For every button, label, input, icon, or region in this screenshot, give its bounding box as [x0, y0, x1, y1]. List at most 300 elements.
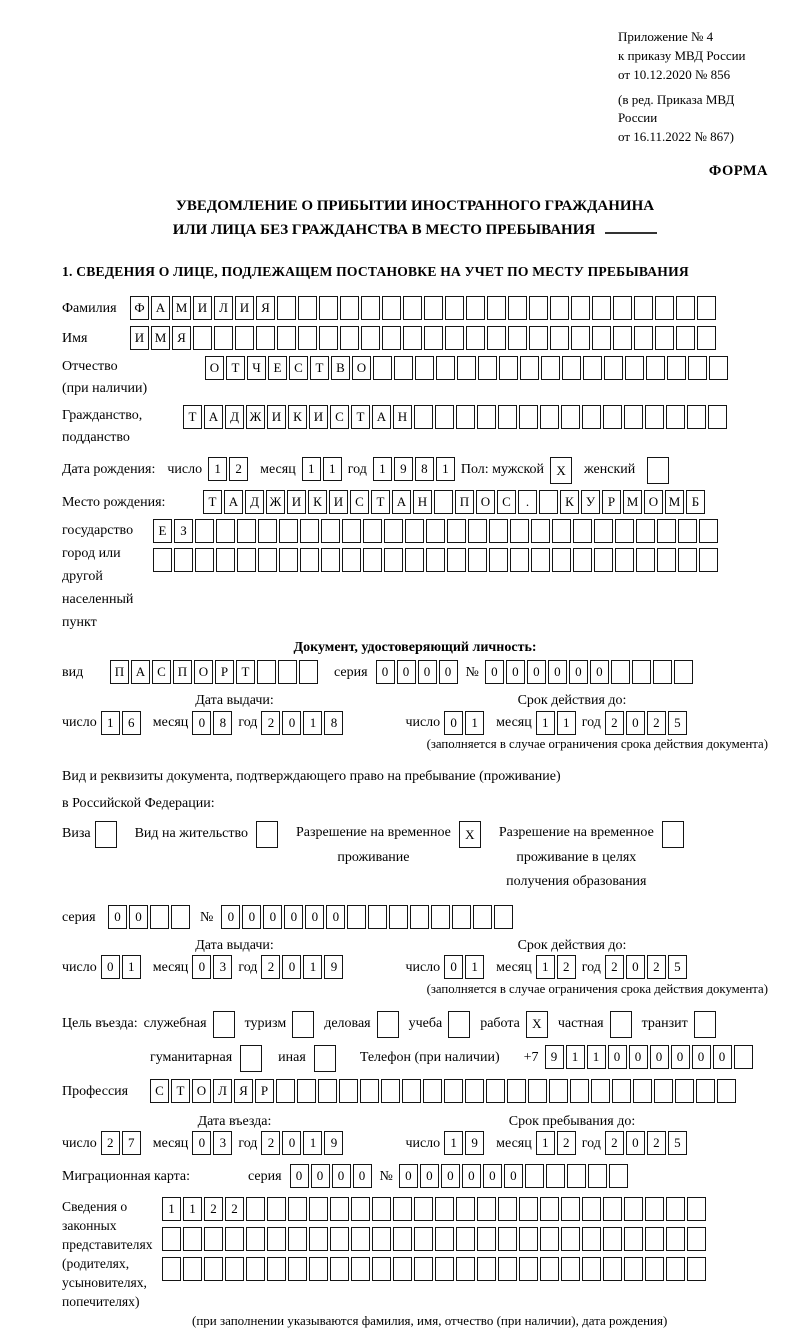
char-cell[interactable] [424, 326, 443, 350]
char-cell[interactable]: X [459, 821, 481, 848]
char-cell[interactable]: А [204, 405, 223, 429]
char-cell[interactable] [372, 1227, 391, 1251]
char-cell[interactable] [171, 905, 190, 929]
char-cell[interactable] [687, 1257, 706, 1281]
char-cell[interactable]: 0 [629, 1045, 648, 1069]
purpose-transit-checkbox[interactable] [694, 1011, 718, 1038]
char-cell[interactable] [393, 1257, 412, 1281]
char-cell[interactable] [611, 660, 630, 684]
char-cell[interactable] [403, 296, 422, 320]
char-cell[interactable] [674, 660, 693, 684]
char-cell[interactable]: 1 [208, 457, 227, 481]
char-cell[interactable] [562, 356, 581, 380]
char-cell[interactable] [351, 1257, 370, 1281]
char-cell[interactable] [288, 1257, 307, 1281]
char-cell[interactable]: 1 [587, 1045, 606, 1069]
char-cell[interactable] [508, 326, 527, 350]
char-cell[interactable] [342, 548, 361, 572]
char-cell[interactable] [634, 326, 653, 350]
char-cell[interactable] [267, 1227, 286, 1251]
char-cell[interactable]: 1 [101, 711, 120, 735]
char-cell[interactable] [573, 548, 592, 572]
char-cell[interactable] [267, 1197, 286, 1221]
char-cell[interactable]: Т [203, 490, 222, 514]
char-cell[interactable]: 9 [465, 1131, 484, 1155]
char-cell[interactable] [426, 548, 445, 572]
char-cell[interactable] [634, 296, 653, 320]
char-cell[interactable]: Л [213, 1079, 232, 1103]
doc-series-cells[interactable] [376, 660, 460, 684]
char-cell[interactable] [300, 548, 319, 572]
char-cell[interactable] [613, 296, 632, 320]
char-cell[interactable]: 2 [605, 711, 624, 735]
char-cell[interactable]: X [550, 457, 572, 484]
char-cell[interactable]: 0 [626, 955, 645, 979]
char-cell[interactable] [410, 905, 429, 929]
permit-number-cells[interactable] [221, 905, 515, 929]
char-cell[interactable]: 0 [485, 660, 504, 684]
char-cell[interactable] [414, 1257, 433, 1281]
char-cell[interactable] [237, 519, 256, 543]
purpose-official-checkbox[interactable] [213, 1011, 237, 1038]
permit-expiry-year-cells[interactable] [605, 955, 689, 979]
char-cell[interactable]: А [131, 660, 150, 684]
char-cell[interactable] [246, 1197, 265, 1221]
char-cell[interactable] [150, 905, 169, 929]
char-cell[interactable] [561, 1197, 580, 1221]
char-cell[interactable] [666, 405, 685, 429]
char-cell[interactable]: 1 [302, 457, 321, 481]
char-cell[interactable]: Т [171, 1079, 190, 1103]
char-cell[interactable]: 1 [557, 711, 576, 735]
char-cell[interactable] [615, 548, 634, 572]
char-cell[interactable]: 2 [261, 1131, 280, 1155]
char-cell[interactable] [678, 519, 697, 543]
char-cell[interactable] [300, 519, 319, 543]
char-cell[interactable]: Т [351, 405, 370, 429]
char-cell[interactable]: Н [393, 405, 412, 429]
char-cell[interactable]: С [350, 490, 369, 514]
char-cell[interactable]: 0 [418, 660, 437, 684]
char-cell[interactable] [321, 519, 340, 543]
char-cell[interactable] [423, 1079, 442, 1103]
char-cell[interactable] [95, 821, 117, 848]
char-cell[interactable]: З [174, 519, 193, 543]
char-cell[interactable]: 2 [605, 955, 624, 979]
char-cell[interactable] [225, 1227, 244, 1251]
char-cell[interactable] [625, 356, 644, 380]
char-cell[interactable] [426, 519, 445, 543]
char-cell[interactable]: 0 [242, 905, 261, 929]
char-cell[interactable] [603, 405, 622, 429]
char-cell[interactable] [657, 519, 676, 543]
char-cell[interactable] [624, 1257, 643, 1281]
char-cell[interactable] [183, 1227, 202, 1251]
stay-day-cells[interactable] [444, 1131, 486, 1155]
birth-month-cells[interactable] [302, 457, 344, 481]
char-cell[interactable]: 0 [221, 905, 240, 929]
char-cell[interactable]: М [665, 490, 684, 514]
doc-number-cells[interactable] [485, 660, 695, 684]
char-cell[interactable] [216, 519, 235, 543]
char-cell[interactable] [195, 548, 214, 572]
char-cell[interactable]: И [329, 490, 348, 514]
char-cell[interactable] [667, 356, 686, 380]
char-cell[interactable]: 2 [101, 1131, 120, 1155]
char-cell[interactable] [445, 326, 464, 350]
char-cell[interactable] [540, 1257, 559, 1281]
char-cell[interactable] [582, 1227, 601, 1251]
char-cell[interactable]: 0 [548, 660, 567, 684]
guardians-row3-cells[interactable] [162, 1257, 768, 1281]
char-cell[interactable]: 1 [303, 955, 322, 979]
char-cell[interactable] [487, 326, 506, 350]
char-cell[interactable] [297, 1079, 316, 1103]
char-cell[interactable]: П [173, 660, 192, 684]
purpose-work-checkbox[interactable] [526, 1011, 550, 1038]
char-cell[interactable]: 2 [204, 1197, 223, 1221]
char-cell[interactable]: 0 [326, 905, 345, 929]
char-cell[interactable]: М [172, 296, 191, 320]
char-cell[interactable] [709, 356, 728, 380]
char-cell[interactable]: 8 [324, 711, 343, 735]
char-cell[interactable] [347, 905, 366, 929]
char-cell[interactable]: 1 [536, 1131, 555, 1155]
char-cell[interactable] [162, 1227, 181, 1251]
char-cell[interactable]: Д [245, 490, 264, 514]
char-cell[interactable] [487, 296, 506, 320]
char-cell[interactable]: 0 [399, 1164, 418, 1188]
char-cell[interactable]: 0 [353, 1164, 372, 1188]
char-cell[interactable]: 9 [394, 457, 413, 481]
char-cell[interactable] [372, 1197, 391, 1221]
permit-issue-year-cells[interactable] [261, 955, 345, 979]
char-cell[interactable] [688, 356, 707, 380]
char-cell[interactable] [277, 296, 296, 320]
char-cell[interactable]: Р [602, 490, 621, 514]
char-cell[interactable] [153, 548, 172, 572]
char-cell[interactable] [508, 296, 527, 320]
char-cell[interactable]: 2 [261, 955, 280, 979]
char-cell[interactable]: О [194, 660, 213, 684]
char-cell[interactable]: К [308, 490, 327, 514]
char-cell[interactable]: М [151, 326, 170, 350]
char-cell[interactable]: 0 [590, 660, 609, 684]
char-cell[interactable]: Т [236, 660, 255, 684]
char-cell[interactable] [477, 1257, 496, 1281]
char-cell[interactable]: 8 [213, 711, 232, 735]
char-cell[interactable] [279, 548, 298, 572]
char-cell[interactable] [457, 356, 476, 380]
char-cell[interactable]: Ж [266, 490, 285, 514]
char-cell[interactable] [414, 405, 433, 429]
char-cell[interactable] [363, 548, 382, 572]
char-cell[interactable]: 0 [692, 1045, 711, 1069]
char-cell[interactable]: П [455, 490, 474, 514]
char-cell[interactable] [276, 1079, 295, 1103]
char-cell[interactable] [489, 548, 508, 572]
char-cell[interactable]: 0 [108, 905, 127, 929]
char-cell[interactable] [340, 296, 359, 320]
char-cell[interactable]: 0 [441, 1164, 460, 1188]
char-cell[interactable] [473, 905, 492, 929]
char-cell[interactable] [592, 326, 611, 350]
char-cell[interactable] [240, 1045, 262, 1072]
char-cell[interactable]: 1 [303, 1131, 322, 1155]
char-cell[interactable]: 0 [483, 1164, 502, 1188]
char-cell[interactable]: И [235, 296, 254, 320]
char-cell[interactable] [632, 660, 651, 684]
char-cell[interactable] [594, 519, 613, 543]
char-cell[interactable] [687, 1197, 706, 1221]
char-cell[interactable]: 0 [284, 905, 303, 929]
char-cell[interactable] [528, 1079, 547, 1103]
entry-month-cells[interactable] [192, 1131, 234, 1155]
char-cell[interactable] [477, 1227, 496, 1251]
char-cell[interactable] [636, 519, 655, 543]
char-cell[interactable] [697, 296, 716, 320]
visa-checkbox[interactable] [95, 821, 119, 848]
char-cell[interactable] [552, 519, 571, 543]
char-cell[interactable] [235, 326, 254, 350]
purpose-other-checkbox[interactable] [314, 1045, 338, 1072]
char-cell[interactable]: С [150, 1079, 169, 1103]
char-cell[interactable] [351, 1197, 370, 1221]
char-cell[interactable]: 2 [261, 711, 280, 735]
char-cell[interactable] [708, 405, 727, 429]
char-cell[interactable]: 0 [282, 955, 301, 979]
char-cell[interactable]: 2 [647, 711, 666, 735]
char-cell[interactable]: 0 [608, 1045, 627, 1069]
purpose-tourism-checkbox[interactable] [292, 1011, 316, 1038]
char-cell[interactable] [447, 548, 466, 572]
char-cell[interactable]: К [560, 490, 579, 514]
temp-residence-checkbox[interactable] [459, 821, 483, 848]
char-cell[interactable]: А [224, 490, 243, 514]
char-cell[interactable]: 0 [263, 905, 282, 929]
char-cell[interactable] [381, 1079, 400, 1103]
char-cell[interactable] [382, 326, 401, 350]
char-cell[interactable] [330, 1197, 349, 1221]
char-cell[interactable] [277, 326, 296, 350]
doc-expiry-day-cells[interactable] [444, 711, 486, 735]
char-cell[interactable] [478, 356, 497, 380]
migcard-series-cells[interactable] [290, 1164, 374, 1188]
char-cell[interactable]: 2 [647, 955, 666, 979]
char-cell[interactable]: 2 [225, 1197, 244, 1221]
char-cell[interactable] [609, 1164, 628, 1188]
char-cell[interactable] [675, 1079, 694, 1103]
char-cell[interactable]: Б [686, 490, 705, 514]
char-cell[interactable]: 1 [465, 711, 484, 735]
char-cell[interactable] [213, 1011, 235, 1038]
char-cell[interactable]: С [330, 405, 349, 429]
char-cell[interactable] [567, 1164, 586, 1188]
stay-year-cells[interactable] [605, 1131, 689, 1155]
char-cell[interactable] [624, 1197, 643, 1221]
doc-type-cells[interactable] [110, 660, 320, 684]
char-cell[interactable] [435, 1227, 454, 1251]
char-cell[interactable] [447, 519, 466, 543]
char-cell[interactable]: 0 [527, 660, 546, 684]
char-cell[interactable] [604, 356, 623, 380]
char-cell[interactable]: 0 [376, 660, 395, 684]
char-cell[interactable]: 5 [668, 955, 687, 979]
char-cell[interactable] [646, 356, 665, 380]
char-cell[interactable]: Т [310, 356, 329, 380]
char-cell[interactable]: 1 [444, 1131, 463, 1155]
char-cell[interactable] [540, 405, 559, 429]
char-cell[interactable]: 6 [122, 711, 141, 735]
char-cell[interactable]: 5 [668, 711, 687, 735]
char-cell[interactable] [570, 1079, 589, 1103]
char-cell[interactable]: 1 [566, 1045, 585, 1069]
char-cell[interactable]: Я [256, 296, 275, 320]
char-cell[interactable] [499, 356, 518, 380]
char-cell[interactable]: 1 [373, 457, 392, 481]
patronymic-cells[interactable] [205, 356, 730, 380]
char-cell[interactable] [278, 660, 297, 684]
char-cell[interactable] [583, 356, 602, 380]
char-cell[interactable] [477, 1197, 496, 1221]
char-cell[interactable] [531, 519, 550, 543]
char-cell[interactable] [288, 1227, 307, 1251]
char-cell[interactable]: 0 [650, 1045, 669, 1069]
char-cell[interactable] [257, 660, 276, 684]
firstname-cells[interactable] [130, 326, 718, 350]
char-cell[interactable] [498, 1257, 517, 1281]
char-cell[interactable] [645, 1197, 664, 1221]
char-cell[interactable]: 0 [311, 1164, 330, 1188]
char-cell[interactable] [687, 405, 706, 429]
doc-issue-month-cells[interactable] [192, 711, 234, 735]
char-cell[interactable]: Д [225, 405, 244, 429]
char-cell[interactable] [456, 1227, 475, 1251]
char-cell[interactable] [540, 1227, 559, 1251]
char-cell[interactable] [174, 548, 193, 572]
citizenship-cells[interactable] [183, 405, 729, 429]
char-cell[interactable]: 2 [605, 1131, 624, 1155]
char-cell[interactable] [734, 1045, 753, 1069]
char-cell[interactable]: О [352, 356, 371, 380]
char-cell[interactable]: 1 [323, 457, 342, 481]
char-cell[interactable]: 0 [282, 1131, 301, 1155]
char-cell[interactable] [655, 326, 674, 350]
char-cell[interactable] [489, 519, 508, 543]
char-cell[interactable] [591, 1079, 610, 1103]
char-cell[interactable]: 0 [569, 660, 588, 684]
char-cell[interactable] [195, 519, 214, 543]
char-cell[interactable]: 0 [671, 1045, 690, 1069]
char-cell[interactable]: С [152, 660, 171, 684]
char-cell[interactable] [529, 296, 548, 320]
char-cell[interactable] [452, 905, 471, 929]
char-cell[interactable] [613, 326, 632, 350]
char-cell[interactable]: 0 [420, 1164, 439, 1188]
char-cell[interactable]: 0 [129, 905, 148, 929]
char-cell[interactable] [571, 296, 590, 320]
char-cell[interactable] [540, 1197, 559, 1221]
char-cell[interactable]: 2 [557, 955, 576, 979]
char-cell[interactable] [717, 1079, 736, 1103]
char-cell[interactable]: 0 [626, 711, 645, 735]
permit-expiry-month-cells[interactable] [536, 955, 578, 979]
char-cell[interactable] [529, 326, 548, 350]
permit-issue-month-cells[interactable] [192, 955, 234, 979]
char-cell[interactable]: 8 [415, 457, 434, 481]
char-cell[interactable] [415, 356, 434, 380]
char-cell[interactable] [666, 1197, 685, 1221]
char-cell[interactable] [539, 490, 558, 514]
char-cell[interactable]: 1 [183, 1197, 202, 1221]
char-cell[interactable] [582, 1197, 601, 1221]
char-cell[interactable] [466, 326, 485, 350]
char-cell[interactable] [676, 296, 695, 320]
char-cell[interactable] [582, 405, 601, 429]
purpose-business-checkbox[interactable] [377, 1011, 401, 1038]
char-cell[interactable] [382, 296, 401, 320]
char-cell[interactable] [466, 296, 485, 320]
char-cell[interactable] [258, 548, 277, 572]
char-cell[interactable]: 9 [324, 955, 343, 979]
char-cell[interactable]: А [151, 296, 170, 320]
char-cell[interactable] [309, 1257, 328, 1281]
char-cell[interactable] [183, 1257, 202, 1281]
char-cell[interactable] [525, 1164, 544, 1188]
char-cell[interactable] [246, 1257, 265, 1281]
char-cell[interactable] [520, 356, 539, 380]
residence-permit-checkbox[interactable] [256, 821, 280, 848]
char-cell[interactable] [592, 296, 611, 320]
char-cell[interactable] [340, 326, 359, 350]
char-cell[interactable]: У [581, 490, 600, 514]
char-cell[interactable]: Р [255, 1079, 274, 1103]
char-cell[interactable] [657, 548, 676, 572]
char-cell[interactable] [298, 326, 317, 350]
char-cell[interactable] [436, 356, 455, 380]
char-cell[interactable] [645, 405, 664, 429]
char-cell[interactable] [678, 548, 697, 572]
char-cell[interactable] [687, 1227, 706, 1251]
char-cell[interactable] [204, 1227, 223, 1251]
char-cell[interactable] [519, 1227, 538, 1251]
char-cell[interactable]: 5 [668, 1131, 687, 1155]
char-cell[interactable] [288, 1197, 307, 1221]
char-cell[interactable] [361, 296, 380, 320]
char-cell[interactable]: Ч [247, 356, 266, 380]
char-cell[interactable] [647, 457, 669, 484]
char-cell[interactable] [402, 1079, 421, 1103]
purpose-study-checkbox[interactable] [448, 1011, 472, 1038]
char-cell[interactable]: 2 [557, 1131, 576, 1155]
birth-year-cells[interactable] [373, 457, 457, 481]
char-cell[interactable] [162, 1257, 181, 1281]
char-cell[interactable]: Ф [130, 296, 149, 320]
char-cell[interactable] [435, 1257, 454, 1281]
purpose-humanitarian-checkbox[interactable] [240, 1045, 264, 1072]
char-cell[interactable] [361, 326, 380, 350]
char-cell[interactable]: Я [234, 1079, 253, 1103]
char-cell[interactable] [318, 1079, 337, 1103]
char-cell[interactable]: Л [214, 296, 233, 320]
char-cell[interactable] [552, 548, 571, 572]
char-cell[interactable] [414, 1197, 433, 1221]
char-cell[interactable] [510, 519, 529, 543]
char-cell[interactable]: Ж [246, 405, 265, 429]
char-cell[interactable] [519, 1257, 538, 1281]
char-cell[interactable] [394, 356, 413, 380]
char-cell[interactable]: 0 [439, 660, 458, 684]
